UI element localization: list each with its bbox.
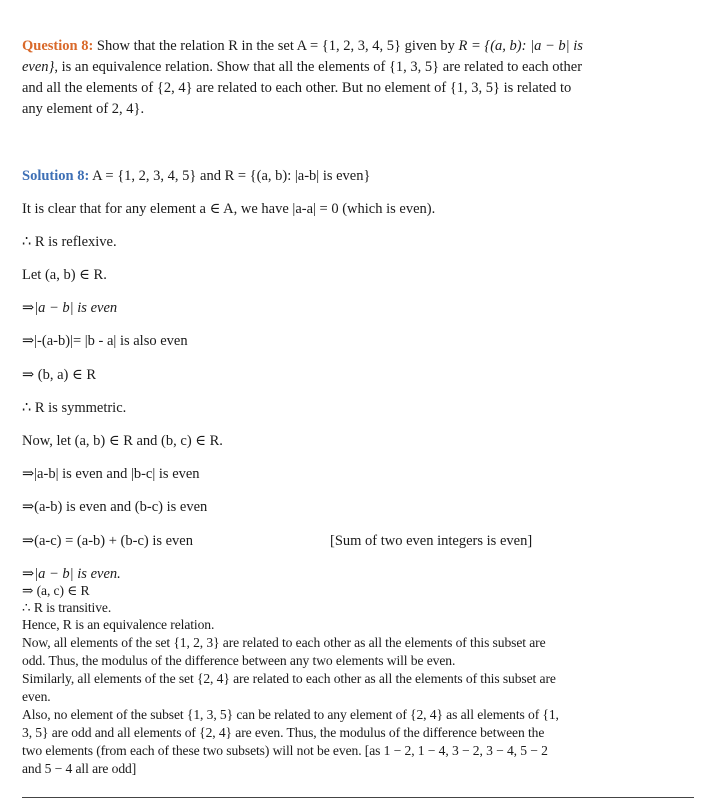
proof-step: It is clear that for any element a ∈ A, we have |a-a| = 0 (which is even).	[22, 201, 436, 217]
proof-step: ⇒(a-c) = (a-b) + (b-c) is even	[22, 533, 193, 549]
solution-label: Solution 8:	[22, 168, 90, 184]
proof-step: ⇒|a − b| is even	[22, 300, 118, 316]
explanation-line: two elements (from each of these two subsets) will not be even. [as 1 − 2, 1 − 4, 3 − 2, 3 − 4, 5 − 2	[22, 743, 548, 758]
explanation-line: Now, all elements of the set {1, 2, 3} are related to each other as all the elements of this subset are	[22, 635, 546, 650]
proof-step: ⇒|a − b| is even.	[22, 566, 121, 582]
solution-intro: A = {1, 2, 3, 4, 5} and R = {(a, b): |a-b| is even}	[89, 168, 371, 184]
explanation-line: odd. Thus, the modulus of the difference between any two elements will be even.	[22, 653, 456, 668]
question-line-3: and all the elements of {2, 4} are related to each other. But no element of {1, 3, 5} is related to	[22, 80, 572, 96]
proof-conclusion: Hence, R is an equivalence relation.	[22, 617, 215, 632]
proof-step: ⇒|-(a-b)|= |b - a| is also even	[22, 333, 188, 349]
explanation-line: and 5 − 4 all are odd]	[22, 761, 137, 776]
question-text: Show that the relation R in the set A = {1, 2, 3, 4, 5} given by	[93, 38, 459, 54]
explanation-line: 3, 5} are odd and all elements of {2, 4} are even. Thus, the modulus of the difference between the	[22, 725, 545, 740]
relation-definition-end: even}	[22, 59, 55, 75]
proof-step: ⇒ (b, a) ∈ R	[22, 367, 97, 383]
proof-step: ⇒ (a, c) ∈ R	[22, 583, 90, 598]
proof-step-with-note	[22, 532, 533, 550]
explanation-line: even.	[22, 689, 51, 704]
proof-step: ∴ R is reflexive.	[22, 234, 117, 250]
relation-definition: R = {(a, b): |a − b| is	[458, 38, 583, 54]
question-label: Question 8:	[22, 38, 94, 54]
proof-step: Now, let (a, b) ∈ R and (b, c) ∈ R.	[22, 433, 223, 449]
bottom-divider	[22, 797, 694, 798]
proof-step: ⇒(a-b) is even and (b-c) is even	[22, 499, 208, 515]
proof-step: ∴ R is symmetric.	[22, 400, 127, 416]
proof-step: Let (a, b) ∈ R.	[22, 267, 107, 283]
side-note: [Sum of two even integers is even]	[330, 533, 533, 549]
question-line-4: any element of 2, 4}.	[22, 101, 145, 117]
question-line-1	[22, 37, 583, 55]
explanation-line: Similarly, all elements of the set {2, 4} are related to each other as all the elements of this subset are	[22, 671, 556, 686]
question-text: , is an equivalence relation. Show that all the elements of {1, 3, 5} are related to each other	[54, 59, 583, 75]
proof-step: ∴ R is transitive.	[22, 600, 112, 615]
proof-step: ⇒|a-b| is even and |b-c| is even	[22, 466, 200, 482]
solution-header	[22, 167, 370, 185]
explanation-line: Also, no element of the subset {1, 3, 5} can be related to any element of {2, 4} as all elements of {1,	[22, 707, 559, 722]
question-line-2	[22, 58, 582, 76]
